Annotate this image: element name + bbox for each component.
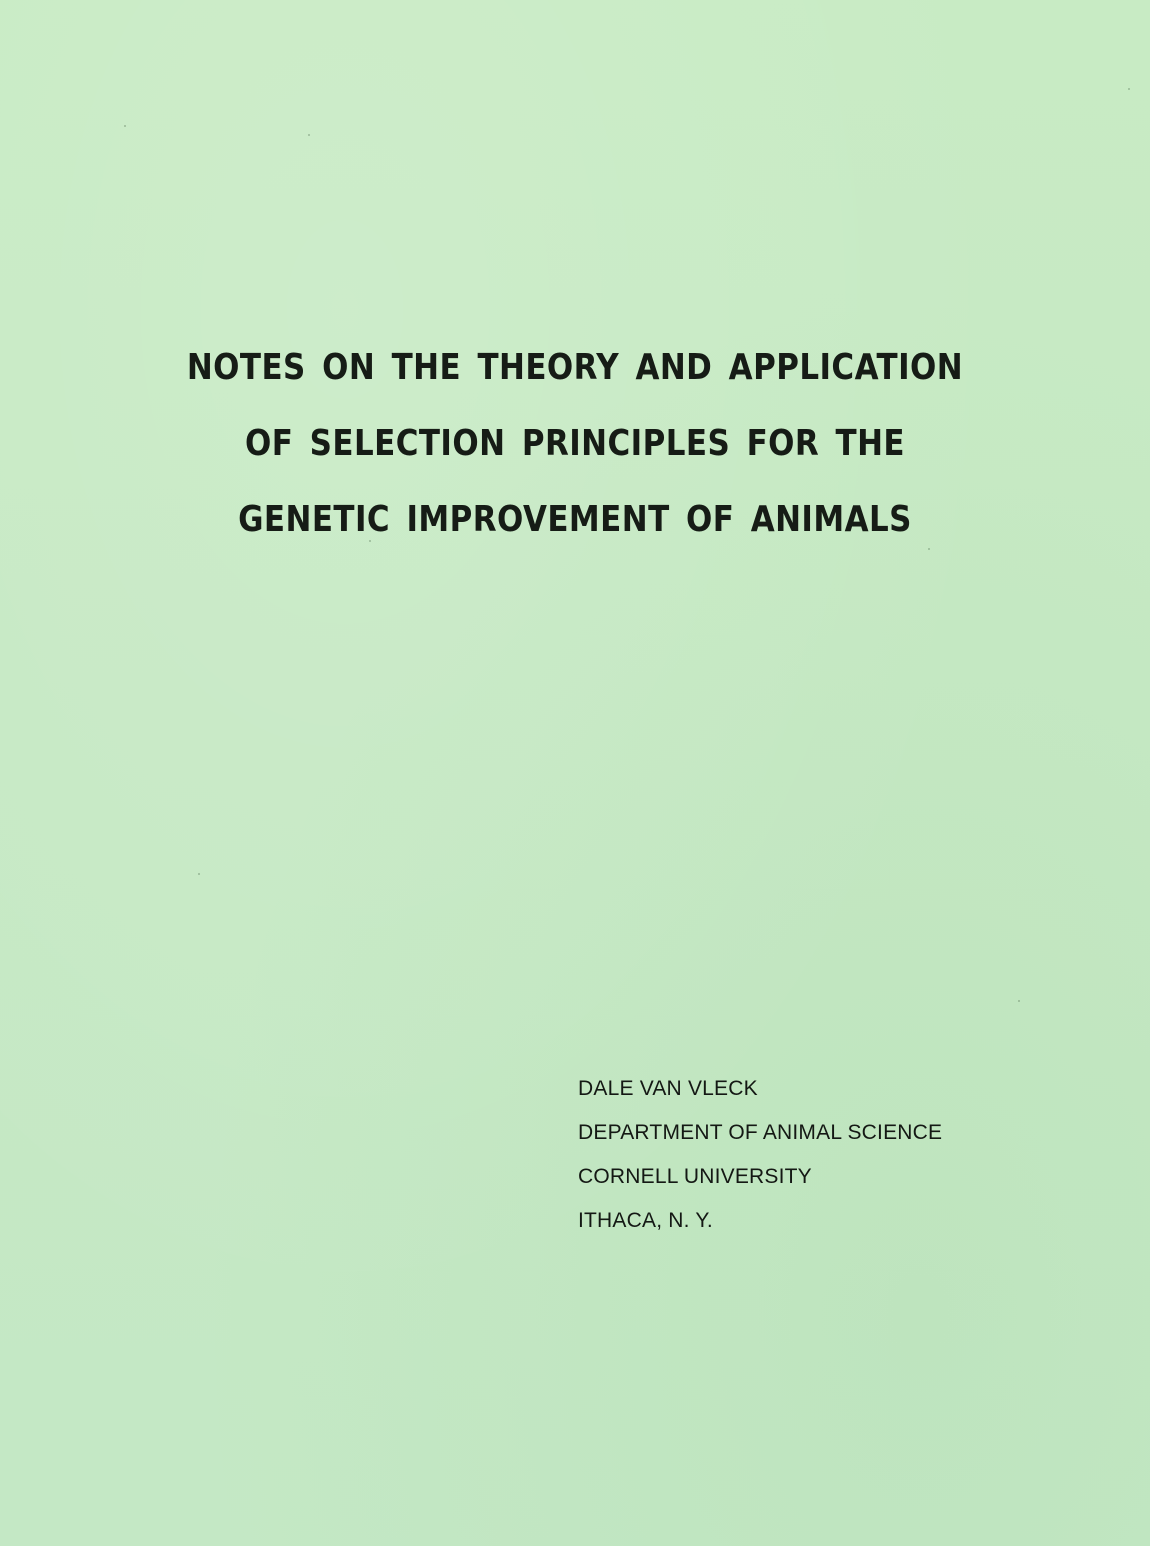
title-line-3: GENETIC IMPROVEMENT OF ANIMALS bbox=[238, 499, 912, 540]
paper-speck bbox=[124, 125, 126, 127]
author-university: CORNELL UNIVERSITY bbox=[578, 1165, 812, 1188]
paper-speck bbox=[308, 134, 310, 136]
title-line-2: OF SELECTION PRINCIPLES FOR THE bbox=[244, 423, 906, 464]
author-block bbox=[578, 1067, 1018, 1243]
paper-speck bbox=[1018, 1000, 1020, 1002]
author-department: DEPARTMENT OF ANIMAL SCIENCE bbox=[578, 1121, 943, 1144]
paper-speck bbox=[198, 873, 200, 875]
author-location: ITHACA, N. Y. bbox=[578, 1209, 713, 1232]
document-title bbox=[184, 330, 967, 558]
paper-speck bbox=[1128, 88, 1130, 90]
author-name: DALE VAN VLECK bbox=[578, 1077, 758, 1100]
title-line-1: NOTES ON THE THEORY AND APPLICATION bbox=[186, 347, 964, 388]
